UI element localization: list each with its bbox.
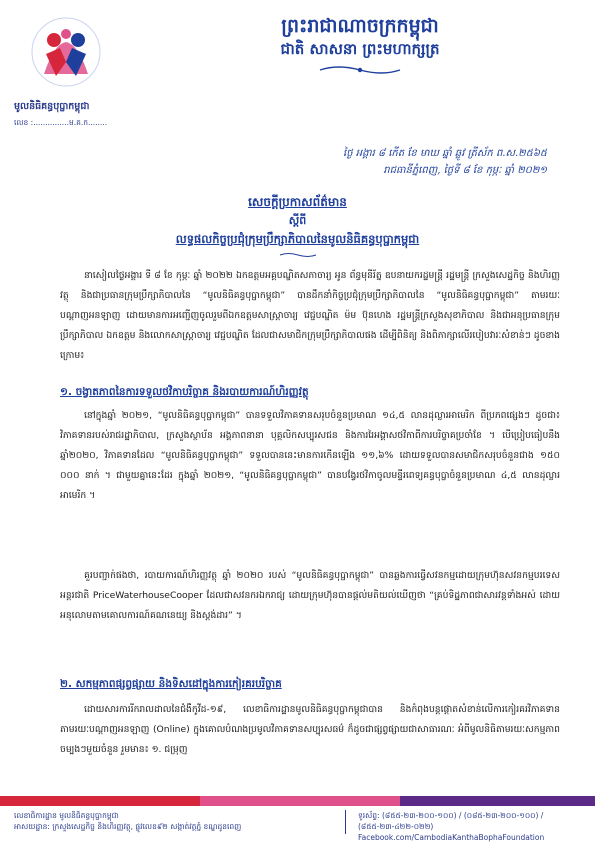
intro-paragraph: នាសៀលថ្ងៃអង្គារ ទី ៨ ខែ កុម្ភៈ ឆ្នាំ ២០២២ ឯកឧត្តមអគ្គបណ្ឌិតសភាចារ្យ អូន ព័ន្ធមុនីរ័ត្ន ឧបនាយករដ្ឋមន្ត្រី រដ្ឋមន្ត្រី ក្រសួងសេដ្ឋកិច្ច និងហិរញ្ញវត្ថុ និងជាប្រធានក្រុមប្រឹក្សាភិបាលនៃ “មូលនិធិគន្ធបុប្ផាកម្ពុជា” បានដឹកនាំកិច្ចប្រជុំក្រុមប្រឹក្សាភិបាលនៃ “មូលនិធិគន្ធបុប្ផាកម្ពុជា” តាមរយៈបណ្តាញអនឡាញ ដោយមានការអញ្ជើញចូលរួមពីឯកឧត្តមសាស្ត្រាចារ្យ វេជ្ជបណ្ឌិត ម៉ម ប៊ុនហេង រដ្ឋមន្ត្រីក្រសួងសុខាភិបាល និងជាអនុប្រធានក្រុមប្រឹក្សាភិបាល ឯកឧត្តម និងលោកសាស្ត្រាចារ្យ វេជ្ជបណ្ឌិត ដែលជាសមាជិកក្រុមប្រឹក្សាភិបាលផង ដើម្បីពិនិត្យ និងពិភាក្សាលើរបៀបវារៈសំខាន់ៗ ដូចខាងក្រោម៖ xyxy=(60,270,560,361)
footer-facebook-link[interactable]: Facebook.com/CambodiaKanthaBophaFoundation xyxy=(358,833,545,842)
online-text-end: ក្នុងគោលបំណងប្រមូលវិភាគទានសប្បុរសធម៌ ក៏ដូចជាផ្សព្វផ្សាយជាសាធារណៈ អំពីមូលនិធិតាមរយៈសកម្មភាពចម្បងៗមួយចំនួន រួមមាន៖ ១. ជម្រុញ xyxy=(60,724,560,755)
footer-divider xyxy=(345,810,346,834)
online-label: (Online) xyxy=(152,724,190,735)
section-heading-2: ២. សកម្មភាពផ្សព្វផ្សាយ និងទិសដៅក្នុងការកៀរគរបរិច្ចាគ xyxy=(60,678,282,690)
kingdom-heading: ព្រះរាជាណាចក្រកម្ពុជា xyxy=(281,15,439,37)
footer-address-line: អាសយដ្ឋាន: ក្រសួងសេដ្ឋកិច្ច និងហិរញ្ញវត្ថុ, ផ្លូវលេខ៩២ សង្កាត់វត្តភ្នំ ខណ្ឌដូនពេញ xyxy=(14,822,242,831)
press-release-about: ស្តីពី xyxy=(288,214,307,227)
audit-text-end: ដែលជាសវនករឯករាជ្យ ដោយក្រុមហ៊ុនបានផ្តល់មតិយល់ឃើញថា “គ្រប់ទិដ្ឋភាពជាសារវន្តទាំងអស់ ដោយអនុលោមតាមគោលការណ៍គណនេយ្យ និងស្តង់ដារ” ។ xyxy=(60,590,560,621)
ornament-divider-icon xyxy=(316,64,404,76)
section-heading-1: ១. ចង្វាតភាពនៃការទទួលថវិកាបរិច្ចាគ និងរបាយការណ៍ហិរញ្ញវត្ថុ xyxy=(60,386,309,398)
footer-secretariat: លេខាធិការដ្ឋាន មូលនិធិគន្ធបុប្ផាកម្ពុជា xyxy=(14,811,119,820)
footer-contact xyxy=(358,810,595,843)
reference-number: លេខ :...............ម.គ.ក........ xyxy=(14,118,108,127)
footer-color-bar xyxy=(0,796,595,806)
org-name: មូលនិធិគន្ធបុប្ផាកម្ពុជា xyxy=(14,101,90,112)
foundation-logo-icon xyxy=(30,14,102,92)
auditor-name: PriceWaterhouseCooper xyxy=(92,590,203,601)
letter-footer xyxy=(0,796,595,842)
press-release-subject: លទ្ធផលកិច្ចប្រជុំក្រុមប្រឹក្សាភិបាលនៃមូលនិធិគន្ធបុប្ផាកម្ពុជា xyxy=(175,232,420,246)
solar-date: រាជធានីភ្នំពេញ, ថ្ងៃទី ៨ ខែ កុម្ភៈ ឆ្នាំ ២០២១ xyxy=(383,165,547,176)
online-text-start: ដោយសារការរីករាលដាលនៃជំងឺកូវីដ-១៩, លេខាធិការដ្ឋានមូលនិធិគន្ធបុប្ផាកម្ពុជាបាន និងកំពុងបន្តផ្តោតសំខាន់លើការកៀរគរវិភាគទានតាមរយៈបណ្តាញអនឡាញ xyxy=(60,704,560,735)
audit-text-start: គួរបញ្ជាក់ផងថា, របាយការណ៍ហិរញ្ញវត្ថុ ឆ្នាំ ២០២០ របស់ “មូលនិធិគន្ធបុប្ផាកម្ពុជា” បានឆ្លងការធ្វើសវនកម្មដោយក្រុមហ៊ុនសវនកម្មបរទេសអន្តរជាតិ xyxy=(60,570,560,601)
lunar-date: ថ្ងៃ អង្គារ ៨ កើត ខែ មាឃ ឆ្នាំ ឆ្លូវ ត្រីស័ក ព.ស.២៥៦៥ xyxy=(343,148,547,159)
section-1-paragraph: នៅក្នុងឆ្នាំ ២០២១, “មូលនិធិគន្ធបុប្ផាកម្ពុជា” បានទទួលវិភាគទានសរុបចំនួនប្រមាណ ១៤,៥ លានដុល្លារអាមេរិក ពីប្រភពផ្សេងៗ ដូចជា៖ វិភាគទានរបស់រាជរដ្ឋាភិបាល, ក្រសួងស្ថាប័ន អង្គភាពនានា បុគ្គលិកសប្បុរសជន និងការរៃអង្គាសថវិកាពីការបរិច្ចាគប្រចាំខែ ។ បើប្រៀបធៀបនឹងឆ្នាំ២០២០, វិភាគទានដែល “មូលនិធិគន្ធបុប្ផាកម្ពុជា” ទទួលបាននេះមានការកើនឡើង ១១,៦% ដោយទទួលបានសមាជិកសរុបចំនួនជាង ១៥០ ០០០ នាក់ ។ ជាមួយគ្នានេះដែរ ក្នុងឆ្នាំ ២០២១, “មូលនិធិគន្ធបុប្ផាកម្ពុជា” បានបង្វែរថវិកាចូលមន្ទីរពេទ្យគន្ធបុប្ផាចំនួនប្រមាណ ៤,៥ លានដុល្លារអាមេរិក ។ xyxy=(60,410,560,501)
footer-address xyxy=(14,810,241,832)
section-2-paragraph xyxy=(60,700,560,782)
footer-phone: ទូរស័ព្ទ: (៨៥៥-២៣-២០០-១០០) / (០៨៥-២៣-២០០-១០០) / (៨៥៥-២៣-៤២២-០២២) xyxy=(358,811,544,831)
small-ornament-icon xyxy=(278,252,318,258)
press-release-title: សេចក្តីប្រកាសព័ត៌មាន xyxy=(248,195,347,209)
section-1-audit-paragraph xyxy=(60,566,560,646)
national-motto: ជាតិ សាសនា ព្រះមហាក្សត្រ xyxy=(280,40,440,58)
